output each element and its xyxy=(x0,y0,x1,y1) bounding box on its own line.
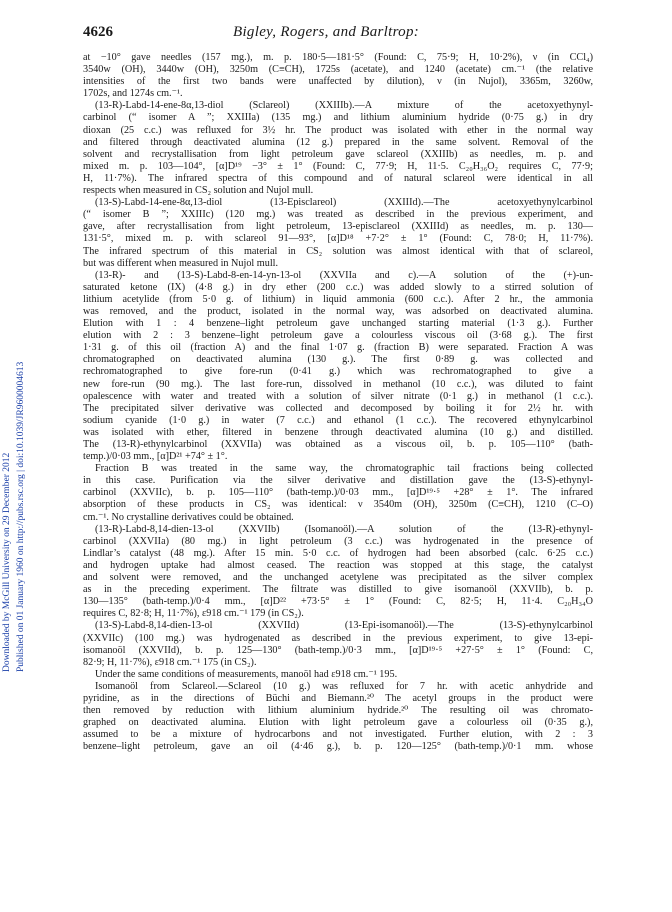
text-line: graphed on deactivated alumina. Elution with light petroleum gave a colourless oil (0·35 g.), xyxy=(83,717,593,729)
page-header xyxy=(83,24,583,44)
text-line: lithium acetylide (from 5·0 g. of lithium) in liquid ammonia (600 c.c.). After 2 hr., the ammonia xyxy=(83,293,593,305)
article-body xyxy=(83,52,593,753)
text-line: (“ isomer B ”; XXIIIc) (120 mg.) was treated as described in the previous experiment, and xyxy=(83,209,593,221)
text-line: and solvent were removed, and the unchanged acetylene was precipitated as the silver complex xyxy=(83,572,593,584)
text-line: Under the same conditions of measurements, manoöl had ε918 cm.⁻¹ 195. xyxy=(95,668,398,680)
text-line: dioxan (25 c.c.) was refluxed for 3½ hr. The product was isolated with ether in the normal way xyxy=(83,124,593,136)
text-line: (13-S)-Labd-14-ene-8α,13-diol (13-Episclareol) (XXIIId).—The acetoxyethynylcarbinol xyxy=(95,197,593,209)
text-line: in this case. Purification via the silver derivative and distillation gave the (13-S)-ethynyl- xyxy=(83,475,593,487)
text-line: 131·5°, mixed m. p. with sclareol 91—93°, [α]D¹⁸ +7·2° ± 1° (Found: C, 78·0; H, 11·7%). xyxy=(83,233,593,245)
text-line: new fore-run (90 mg.). The last fore-run, dissolved in methanol (10 c.c.), was diluted to faint xyxy=(83,378,593,390)
text-line: was removed, and the product, isolated in the normal way, was adsorbed on deactivated alumina. xyxy=(83,305,593,317)
page-number: 4626 xyxy=(83,24,113,40)
text-line: Lindlar’s catalyst (48 mg.). After 15 min. 5·0 c.c. of hydrogen had been absorbed (calc. 6·25 c.c.) xyxy=(83,547,593,559)
download-notice[interactable]: Downloaded by McGill University on 29 December 2012 xyxy=(2,452,12,672)
text-line: Fraction B was treated in the same way, the chromatographic tail fractions being collected xyxy=(95,463,593,475)
text-line: saturated ketone (IX) (4·8 g.) in dry ether (200 c.c.) was added slowly to a stirred solution of xyxy=(83,281,593,293)
text-line: and filtered through deactivated alumina (12 g.) prepared in the same solvent. Removal of the xyxy=(83,136,593,148)
text-line: H, 11·7%). The infrared spectra of this compound and of natural sclareol were identical in all xyxy=(83,172,593,184)
text-line: Isomanoöl from Sclareol.—Sclareol (10 g.) was refluxed for 7 hr. with acetic anhydride and xyxy=(95,680,593,692)
text-line: Elution with 1 : 4 benzene–light petroleum gave unchanged starting material (1·3 g.). Further xyxy=(83,318,593,330)
text-line: benzene–light petroleum, gave an oil (4·46 g.), b. p. 120—125° (bath-temp.)/0·1 mm. whose xyxy=(83,741,593,753)
text-line: The infrared spectrum of this material in CS₂ solution was almost identical with that of sclareol, xyxy=(83,245,593,257)
text-line: absorption of these products in CS₂ was identical: ν 3540m (OH), 3250m (C≡CH), 1210 (C–O) xyxy=(83,499,593,511)
text-line: elution with 2 : 3 benzene–light petroleum gave a colourless viscous oil (3·68 g.). The first xyxy=(83,330,593,342)
text-line: solvent and recrystallisation from light petroleum gave sclareol (XXIIIb) as needles, m. p. and xyxy=(83,148,593,160)
text-line: gave, after recrystallisation from light petroleum, 13-episclareol (XXIIId) as needles, m. p. 130— xyxy=(83,221,593,233)
text-line: pyridine, as in the directions of Büchi and Biemann.²⁰ The acetyl groups in the product were xyxy=(83,692,593,704)
text-line: respects when measured in CS₂ solution and Nujol mull. xyxy=(83,185,314,197)
text-line: rechromatographed to give fore-run (0·41 g.) which was rechromatographed to give a xyxy=(83,366,593,378)
text-line: isomanoöl (XXVIId), b. p. 125—130° (bath-temp.)/0·3 mm., [α]D¹⁹·⁵ +27·5° ± 1° (Found: C, xyxy=(83,644,593,656)
text-line: mixed m. p. 103—104°, [α]D¹⁹ −3° ± 1° (Found: C, 77·9; H, 11·5. C₂₀H₃₆O₂ requires C, 77·9; xyxy=(83,160,593,172)
text-line: was isolated with ether, filtered in benzene through deactivated alumina (10 g.) and distilled. xyxy=(83,426,593,438)
text-line: 1·31 g. of this oil (fraction A) and the final 1·07 g. (fraction B) were separated. Fraction A was xyxy=(83,342,593,354)
text-line: temp.)/0·03 mm., [α]D²¹ +74° ± 1°. xyxy=(83,451,228,463)
running-title: Bigley, Rogers, and Barltrop: xyxy=(233,24,420,40)
publication-doi-notice[interactable]: Published on 01 January 1960 on http://pubs.rsc.org | doi:10.1039/JR9600004613 xyxy=(16,361,26,672)
text-line: (13-R)- and (13-S)-Labd-8-en-14-yn-13-ol (XXVIIa and c).—A solution of the (+)-un- xyxy=(95,269,593,281)
text-line: chromatographed on deactivated alumina (130 g.). The first 0·89 g. was collected and xyxy=(83,354,593,366)
text-line: carbinol (XXVIIa) (80 mg.) in light petroleum (3 c.c.) was hydrogenated in the presence of xyxy=(83,535,593,547)
text-line: as in the preceding experiment. The filtrate was distilled to give isomanoöl (XXVIIb), b. p. xyxy=(83,584,593,596)
text-line: (13-R)-Labd-14-ene-8α,13-diol (Sclareol) (XXIIIb).—A mixture of the acetoxyethynyl- xyxy=(95,100,593,112)
text-line: (XXVIIc) (100 mg.) was hydrogenated as described in the previous experiment, to give 13-epi- xyxy=(83,632,593,644)
text-line: requires C, 82·8; H, 11·7%), ε918 cm.⁻¹ 179 (in CS₂). xyxy=(83,608,304,620)
text-line: opalescence with water and treated with a solution of silver nitrate (0·1 g.) in methanol (1 c.c.). xyxy=(83,390,593,402)
text-line: 82·9; H, 11·7%), ε918 cm.⁻¹ 175 (in CS₂). xyxy=(83,656,257,668)
text-line: assumed to be a mixture of hydrocarbons and not investigated. Further elution, with 2 : 3 xyxy=(83,729,593,741)
text-line: carbinol (XXVIIc), b. p. 105—110° (bath-temp.)/0·03 mm., [α]D¹⁹·⁵ +28° ± 1°. The infrared xyxy=(83,487,593,499)
text-line: but was different when measured in Nujol mull. xyxy=(83,257,279,269)
text-line: 130—135° (bath-temp.)/0·4 mm., [α]D²² +73·5° ± 1° (Found: C, 82·5; H, 11·4. C₂₀H₃₄O xyxy=(83,596,593,608)
text-line: cm.⁻¹. No crystalline derivatives could be obtained. xyxy=(83,511,294,523)
text-line: carbinol (“ isomer A ”; XXIIIa) (135 mg.) and lithium aluminium hydride (0·75 g.) in dry xyxy=(83,112,593,124)
text-line: then removed by reduction with lithium aluminium hydride.²⁰ The resulting oil was chromato- xyxy=(83,705,593,717)
text-line: and hydrogen uptake had almost ceased. The reaction was stopped at this stage, the catalyst xyxy=(83,559,593,571)
text-line: (13-R)-Labd-8,14-dien-13-ol (XXVIIb) (Isomanoöl).—A solution of the (13-R)-ethynyl- xyxy=(95,523,593,535)
text-line: 1702s, and 1274s cm.⁻¹. xyxy=(83,88,183,100)
text-line: (13-S)-Labd-8,14-dien-13-ol (XXVIId) (13-Epi-isomanoöl).—The (13-S)-ethynylcarbinol xyxy=(95,620,593,632)
text-line: The precipitated silver derivative was collected and decomposed by boiling it for 2½ hr. with xyxy=(83,402,593,414)
text-line: The (13-R)-ethynylcarbinol (XXVIIa) was obtained as a viscous oil, b. p. 105—110° (bath- xyxy=(83,439,593,450)
text-line: 3540w (OH), 3440w (OH), 3250m (C≡CH), 1725s (acetate), and 1240 (acetate) cm.⁻¹ (the relative xyxy=(83,64,593,76)
text-line: sodium cyanide (1·0 g.) in water (7 c.c.) and ethanol (1 c.c.). The recovered ethynylcarbinol xyxy=(83,414,593,426)
text-line: at −10° gave needles (157 mg.), m. p. 180·5—181·5° (Found: C, 75·9; H, 10·2%), ν (in CCl₄) xyxy=(83,52,593,63)
text-line: intensities of the first two bands were unaffected by dilution), ν (in Nujol), 3365m, 3260w, xyxy=(83,76,593,88)
